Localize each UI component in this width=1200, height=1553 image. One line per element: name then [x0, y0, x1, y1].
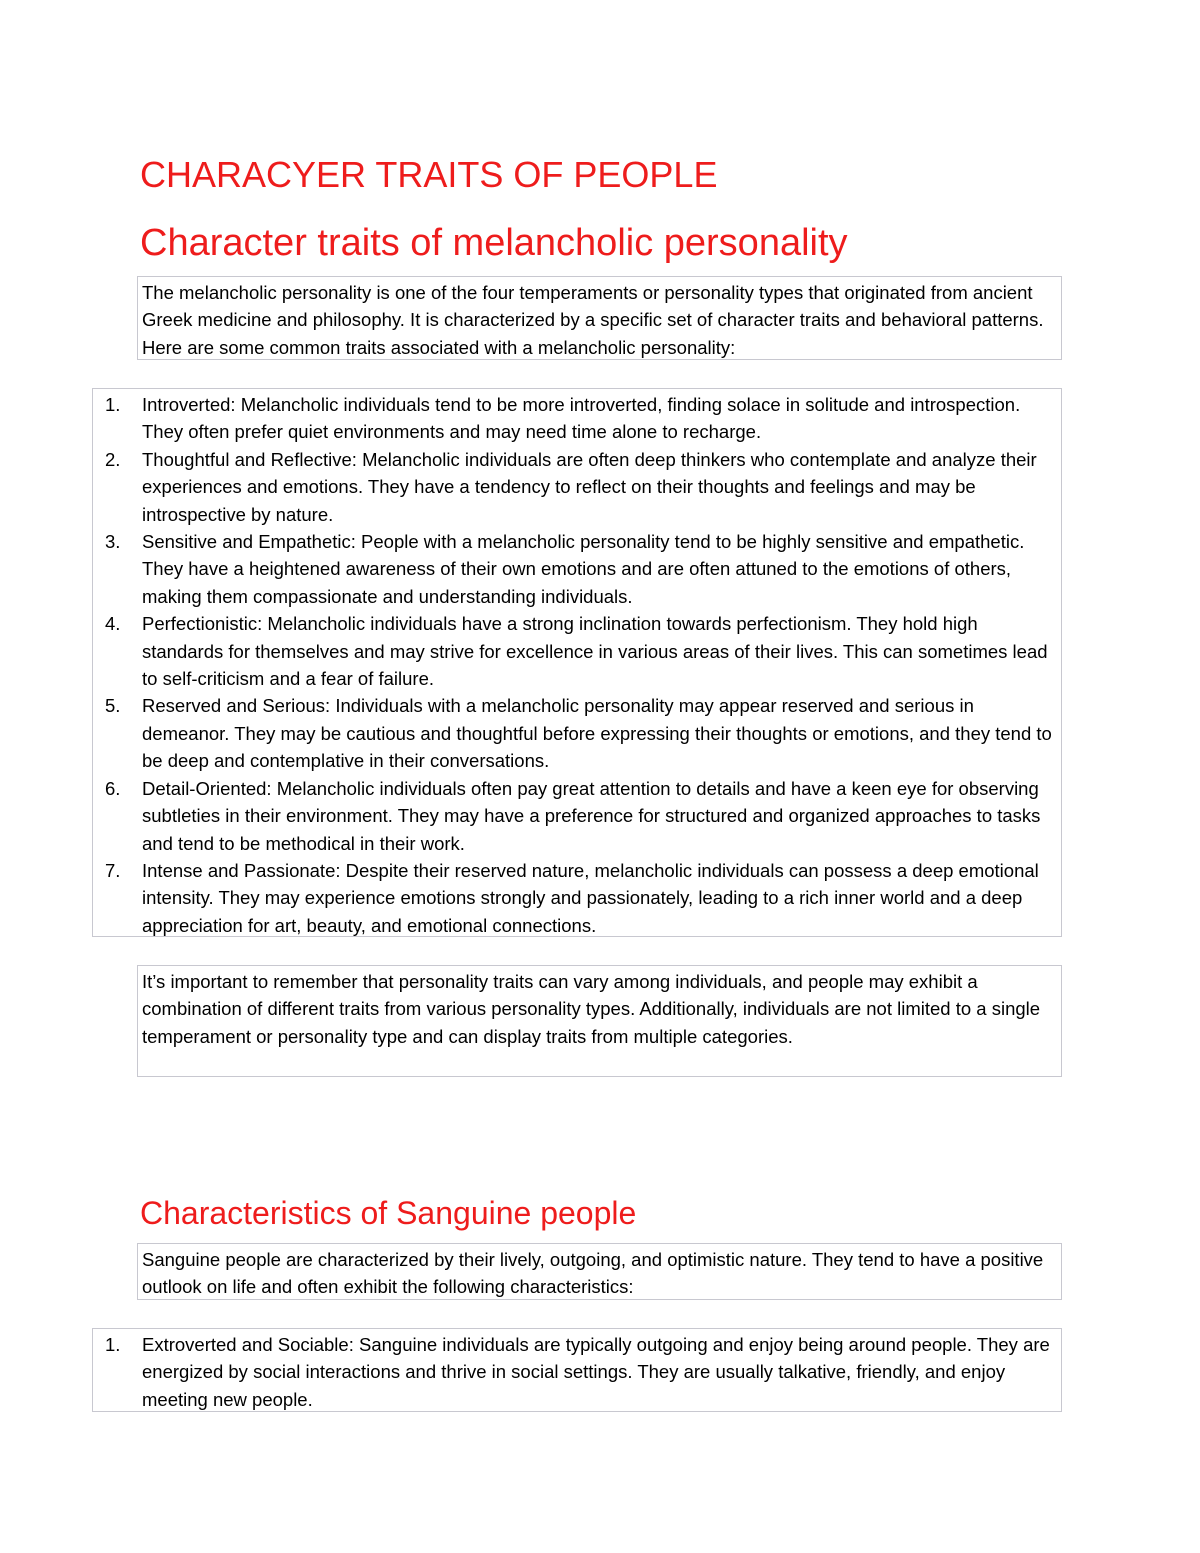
melancholic-intro-paragraph: The melancholic personality is one of the four temperaments or personality types that originated from ancient Greek medicine and philosophy. It is characterized by a specific set of character traits and behavioral patterns. Here are some common traits associated with a melancholic personality: [142, 282, 1044, 358]
sanguine-traits-box [92, 1328, 1062, 1412]
list-item-text: Extroverted and Sociable: Sanguine individuals are typically outgoing and enjoy being around people. They are energized by social interactions and thrive in social settings. They are usually talkative, friendly, and enjoy meeting new people. [142, 1334, 1050, 1410]
sanguine-intro-box [137, 1243, 1062, 1300]
list-item-text: Thoughtful and Reflective: Melancholic individuals are often deep thinkers who contemplate and analyze their experiences and emotions. They have a tendency to reflect on their thoughts and feelings and may be introspective by nature. [142, 448, 1037, 525]
sanguine-traits-list [93, 1331, 1053, 1413]
list-item-text: Perfectionistic: Melancholic individuals have a strong inclination towards perfectionism. They hold high standards for themselves and may strive for excellence in various areas of their lives. This can sometimes lead to self-criticism and a fear of failure. [142, 613, 1048, 690]
list-item-number: 6. [105, 777, 121, 799]
list-item [93, 692, 1053, 774]
melancholic-heading: Character traits of melancholic personality [140, 222, 848, 264]
list-item-text: Reserved and Serious: Individuals with a melancholic personality may appear reserved and serious in demeanor. They may be cautious and thoughtful before expressing their thoughts or emotions, and they tend to be deep and contemplative in their conversations. [142, 695, 1052, 772]
melancholic-intro-box [137, 276, 1062, 360]
melancholic-traits-list [93, 391, 1053, 939]
melancholic-closing-paragraph: It’s important to remember that personality traits can vary among individuals, and people may exhibit a combination of different traits from various personality types. Additionally, individuals are not limited to a single temperament or personality type and can display traits from multiple categories. [142, 971, 1041, 1047]
document-title: CHARACYER TRAITS OF PEOPLE [140, 154, 718, 195]
sanguine-heading: Characteristics of Sanguine people [140, 1195, 637, 1231]
list-item-number: 3. [105, 531, 121, 553]
list-item-number: 1. [105, 394, 121, 415]
list-item-number: 1. [105, 1334, 121, 1355]
list-item [93, 528, 1053, 610]
list-item [93, 391, 1053, 446]
list-item-number: 4. [105, 613, 121, 635]
list-item [93, 775, 1053, 857]
list-item [93, 857, 1053, 939]
list-item-number: 2. [105, 448, 121, 470]
list-item-text: Sensitive and Empathetic: People with a melancholic personality tend to be highly sensitive and empathetic. They have a heightened awareness of their own emotions and are often attuned to the emotions of others, making them compassionate and understanding individuals. [142, 531, 1025, 607]
list-item-text: Introverted: Melancholic individuals tend to be more introverted, finding solace in solitude and introspection. They often prefer quiet environments and may need time alone to recharge. [142, 394, 1021, 443]
melancholic-traits-box [92, 388, 1062, 937]
list-item-number: 7. [105, 859, 121, 881]
list-item-text: Detail-Oriented: Melancholic individuals often pay great attention to details and have a keen eye for observing subtleties in their environment. They may have a preference for structured and organized approaches to tasks and tend to be methodical in their work. [142, 777, 1041, 854]
list-item-number: 5. [105, 695, 121, 717]
sanguine-intro-paragraph: Sanguine people are characterized by their lively, outgoing, and optimistic nature. They tend to have a positive outlook on life and often exhibit the following characteristics: [142, 1249, 1044, 1298]
melancholic-closing-box [137, 965, 1062, 1077]
list-item [93, 610, 1053, 692]
list-item [93, 1331, 1053, 1413]
list-item-text: Intense and Passionate: Despite their reserved nature, melancholic individuals can possess a deep emotional intensity. They may experience emotions strongly and passionately, leading to a rich inner world and a deep appreciation for art, beauty, and emotional connections. [142, 859, 1039, 936]
list-item [93, 446, 1053, 528]
